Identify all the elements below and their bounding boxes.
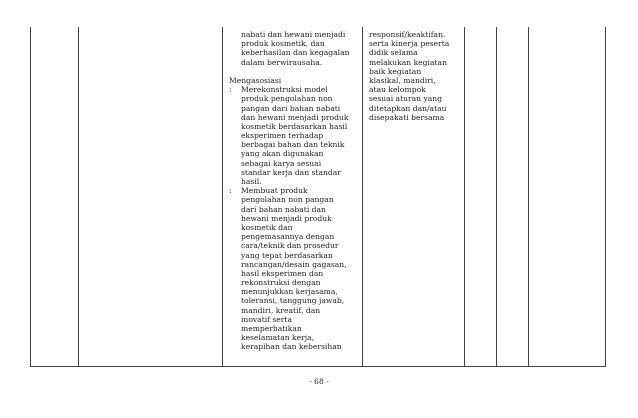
bullet-mark: : <box>229 186 232 196</box>
text-line: mandiri, kreatif, dan <box>241 305 321 315</box>
column-divider <box>362 27 363 366</box>
text-line: pangan dari bahan nabati <box>241 103 341 113</box>
text-line: melakukan kegiatan <box>369 57 447 67</box>
text-line: kerapihan dan kebersihan <box>241 342 342 352</box>
page-number: - 68 - <box>309 377 329 386</box>
text-line: berbagai bahan dan teknik <box>241 140 345 150</box>
text-line: produk pengolahan non <box>241 94 333 104</box>
text-line: sesuai aturan yang <box>369 94 443 104</box>
text-line: memperhatikan <box>241 324 302 333</box>
text-line: sebagai karya sesuai <box>241 158 322 168</box>
text-line: ditetapkan dan/atau <box>369 103 447 113</box>
text-line: responsif/keaktifan. <box>369 30 446 39</box>
section-heading: Mengasosiasi <box>229 75 282 85</box>
text-line: atau kelompok <box>369 85 426 95</box>
text-line: menunjukkan kerjasama, <box>241 287 338 297</box>
text-line: rekonstruksi dengan <box>241 278 321 288</box>
text-line: produk kosmetik, dan <box>241 39 325 49</box>
text-line: klasikal, mandiri, <box>369 75 436 85</box>
text-line: kosmetik berdasarkan hasil <box>241 121 348 131</box>
column-divider <box>496 27 497 366</box>
text-line: dan hewani menjadi produk <box>241 112 349 122</box>
text-line: standar kerja dan standar <box>241 167 341 177</box>
text-line: pengolahan non pangan <box>241 195 334 205</box>
text-line: dari bahan nabati dan <box>241 204 326 214</box>
column-divider <box>528 27 529 366</box>
column-divider <box>464 27 465 366</box>
text-line: didik selama <box>369 48 418 58</box>
text-line: yang akan digunakan <box>241 149 324 159</box>
bullet-item <box>229 186 350 351</box>
text-line: serta kinerja peserta <box>369 39 450 49</box>
text-line: Membuat produk <box>241 186 308 196</box>
text-line: toleransi, tanggung jawab, <box>241 296 345 306</box>
text-line: keberhasilan dan kegagalan <box>241 48 350 58</box>
text-line: Merekonstruksi model <box>241 85 328 95</box>
text-line: hasil eksperimen dan <box>241 268 324 278</box>
text-line: cara/teknik dan prosedur <box>241 241 339 251</box>
text-line: kosmetik dan <box>241 222 293 232</box>
bullet-mark: : <box>229 85 232 95</box>
column-divider <box>222 27 223 366</box>
text-line: keselamatan kerja, <box>241 333 315 343</box>
assessment-cell <box>369 30 449 122</box>
bullet-item <box>229 85 350 186</box>
text-line: rancangan/desain gagasan, <box>241 259 347 269</box>
column-divider <box>78 27 79 366</box>
text-line: hasil. <box>241 177 262 186</box>
row-bottom-border <box>31 366 605 367</box>
text-line: disepakati bersama <box>369 112 445 122</box>
spacer <box>229 67 350 76</box>
text-line: eksperimen terhadap <box>241 131 324 141</box>
table <box>30 27 606 367</box>
text-line: dalam berwirausaha. <box>241 57 323 67</box>
text-line: baik kegiatan <box>369 66 422 76</box>
text-line: nabati dan hewani menjadi <box>241 30 346 39</box>
text-line: inovatif serta <box>241 314 293 324</box>
text-line: hewani menjadi produk <box>241 213 332 223</box>
text-line: pengemasannya dengan <box>241 232 335 242</box>
learning-activities-cell <box>229 30 350 352</box>
text-line: yang tepat berdasarkan <box>241 250 333 260</box>
